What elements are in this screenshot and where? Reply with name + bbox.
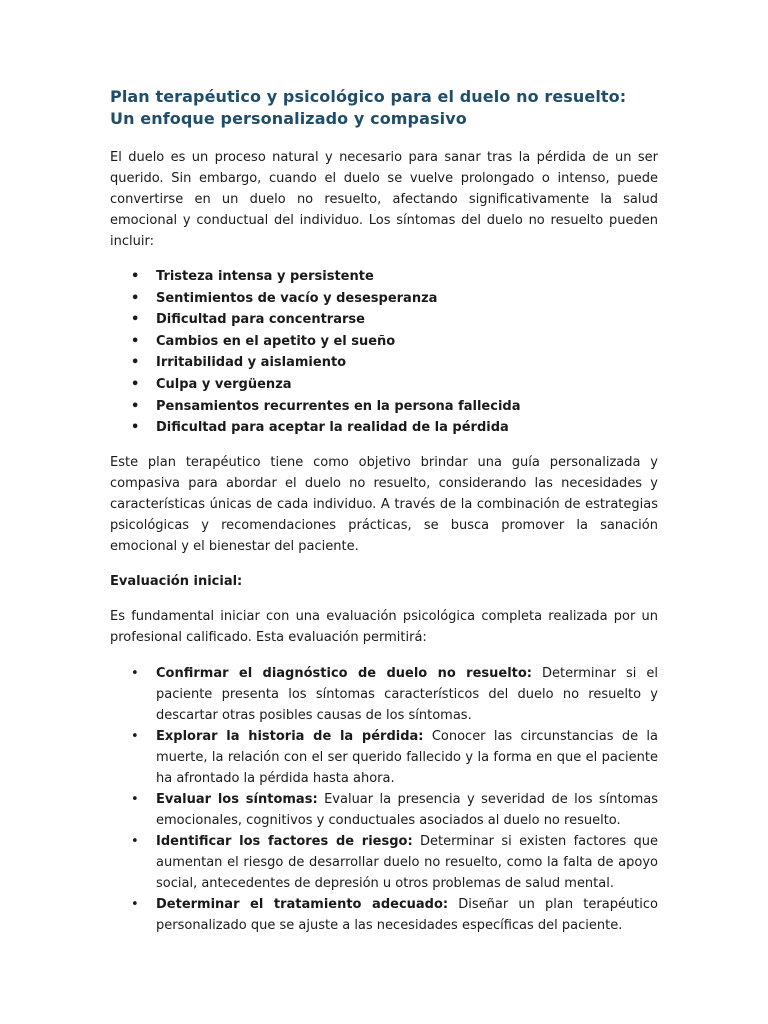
symptom-text: Dificultad para concentrarse	[156, 312, 365, 328]
bullet-icon: •	[131, 665, 139, 681]
evaluation-item	[110, 894, 658, 936]
bullet-icon: •	[131, 791, 139, 807]
evaluation-item	[110, 726, 658, 789]
bullet-icon: •	[131, 896, 139, 912]
document-title	[110, 86, 658, 130]
bullet-icon: •	[131, 312, 140, 328]
bullet-icon: •	[131, 398, 140, 414]
intro-paragraph: El duelo es un proceso natural y necesario para sanar tras la pérdida de un ser querido. Sin embargo, cuando el duelo se vuelve prolongado o intenso, puede convertirse en un duelo no resuelto, afectando significativamente la salud emocional y conductual del individuo. Los síntomas del duelo no resuelto pueden incluir:	[110, 150, 658, 249]
evaluation-item-text: Diseñar un plan terapéutico personalizado que se ajuste a las necesidades específicas del paciente.	[156, 896, 658, 933]
evaluation-item-text: Evaluar la presencia y severidad de los síntomas emocionales, cognitivos y conductuales asociados al duelo no resuelto.	[156, 791, 658, 828]
symptom-text: Dificultad para aceptar la realidad de la pérdida	[156, 420, 509, 436]
evaluation-item	[110, 789, 658, 831]
evaluation-list	[110, 663, 658, 936]
evaluation-item-lead: Explorar la historia de la pérdida:	[156, 728, 424, 744]
bullet-icon: •	[131, 420, 140, 436]
evaluation-item-text: Conocer las circunstancias de la muerte, la relación con el ser querido fallecido y la forma en que el paciente ha afrontado la pérdida hasta ahora.	[156, 728, 658, 786]
symptom-item	[110, 288, 658, 310]
symptom-text: Irritabilidad y aislamiento	[156, 355, 347, 371]
bullet-icon: •	[131, 290, 140, 306]
evaluation-heading: Evaluación inicial:	[110, 573, 243, 589]
plan-paragraph: Este plan terapéutico tiene como objetivo brindar una guía personalizada y compasiva para abordar el duelo no resuelto, considerando las necesidades y características únicas de cada individuo. A través de la combinación de estrategias psicológicas y recomendaciones prácticas, se busca promover la sanación emocional y el bienestar del paciente.	[110, 454, 658, 554]
evaluation-item	[110, 663, 658, 726]
evaluation-item-lead: Identificar los factores de riesgo:	[156, 833, 413, 849]
evaluation-item	[110, 831, 658, 894]
title-line-2: Un enfoque personalizado y compasivo	[110, 109, 467, 128]
evaluation-item-text: Determinar si existen factores que aumentan el riesgo de desarrollar duelo no resuelto, como la falta de apoyo social, antecedentes de depresión u otros problemas de salud mental.	[156, 833, 658, 891]
symptom-text: Pensamientos recurrentes en la persona fallecida	[156, 398, 521, 414]
evaluation-intro: Es fundamental iniciar con una evaluación psicológica completa realizada por un profesional calificado. Esta evaluación permitirá:	[110, 608, 658, 645]
symptom-text: Culpa y vergüenza	[156, 376, 292, 392]
bullet-icon: •	[131, 355, 140, 371]
symptom-item	[110, 352, 658, 374]
evaluation-item-text: Determinar si el paciente presenta los síntomas característicos del duelo no resuelto y descartar otras posibles causas de los síntomas.	[156, 665, 658, 723]
symptom-text: Cambios en el apetito y el sueño	[156, 333, 396, 349]
bullet-icon: •	[131, 269, 140, 284]
symptom-item	[110, 396, 658, 418]
symptom-item	[110, 309, 658, 331]
bullet-icon: •	[131, 333, 140, 349]
evaluation-item-lead: Evaluar los síntomas:	[156, 791, 318, 807]
symptom-item	[110, 331, 658, 353]
evaluation-item-lead: Confirmar el diagnóstico de duelo no resuelto:	[156, 665, 533, 681]
bullet-icon: •	[131, 728, 139, 744]
symptom-item	[110, 417, 658, 439]
symptom-text: Sentimientos de vacío y desesperanza	[156, 290, 438, 306]
symptom-text: Tristeza intensa y persistente	[156, 269, 374, 284]
symptom-item	[110, 266, 658, 288]
bullet-icon: •	[131, 833, 139, 849]
title-line-1: Plan terapéutico y psicológico para el duelo no resuelto:	[110, 87, 627, 106]
symptoms-list	[110, 266, 658, 439]
bullet-icon: •	[131, 376, 140, 392]
evaluation-item-lead: Determinar el tratamiento adecuado:	[156, 896, 449, 912]
document-body	[110, 86, 658, 936]
symptom-item	[110, 374, 658, 396]
